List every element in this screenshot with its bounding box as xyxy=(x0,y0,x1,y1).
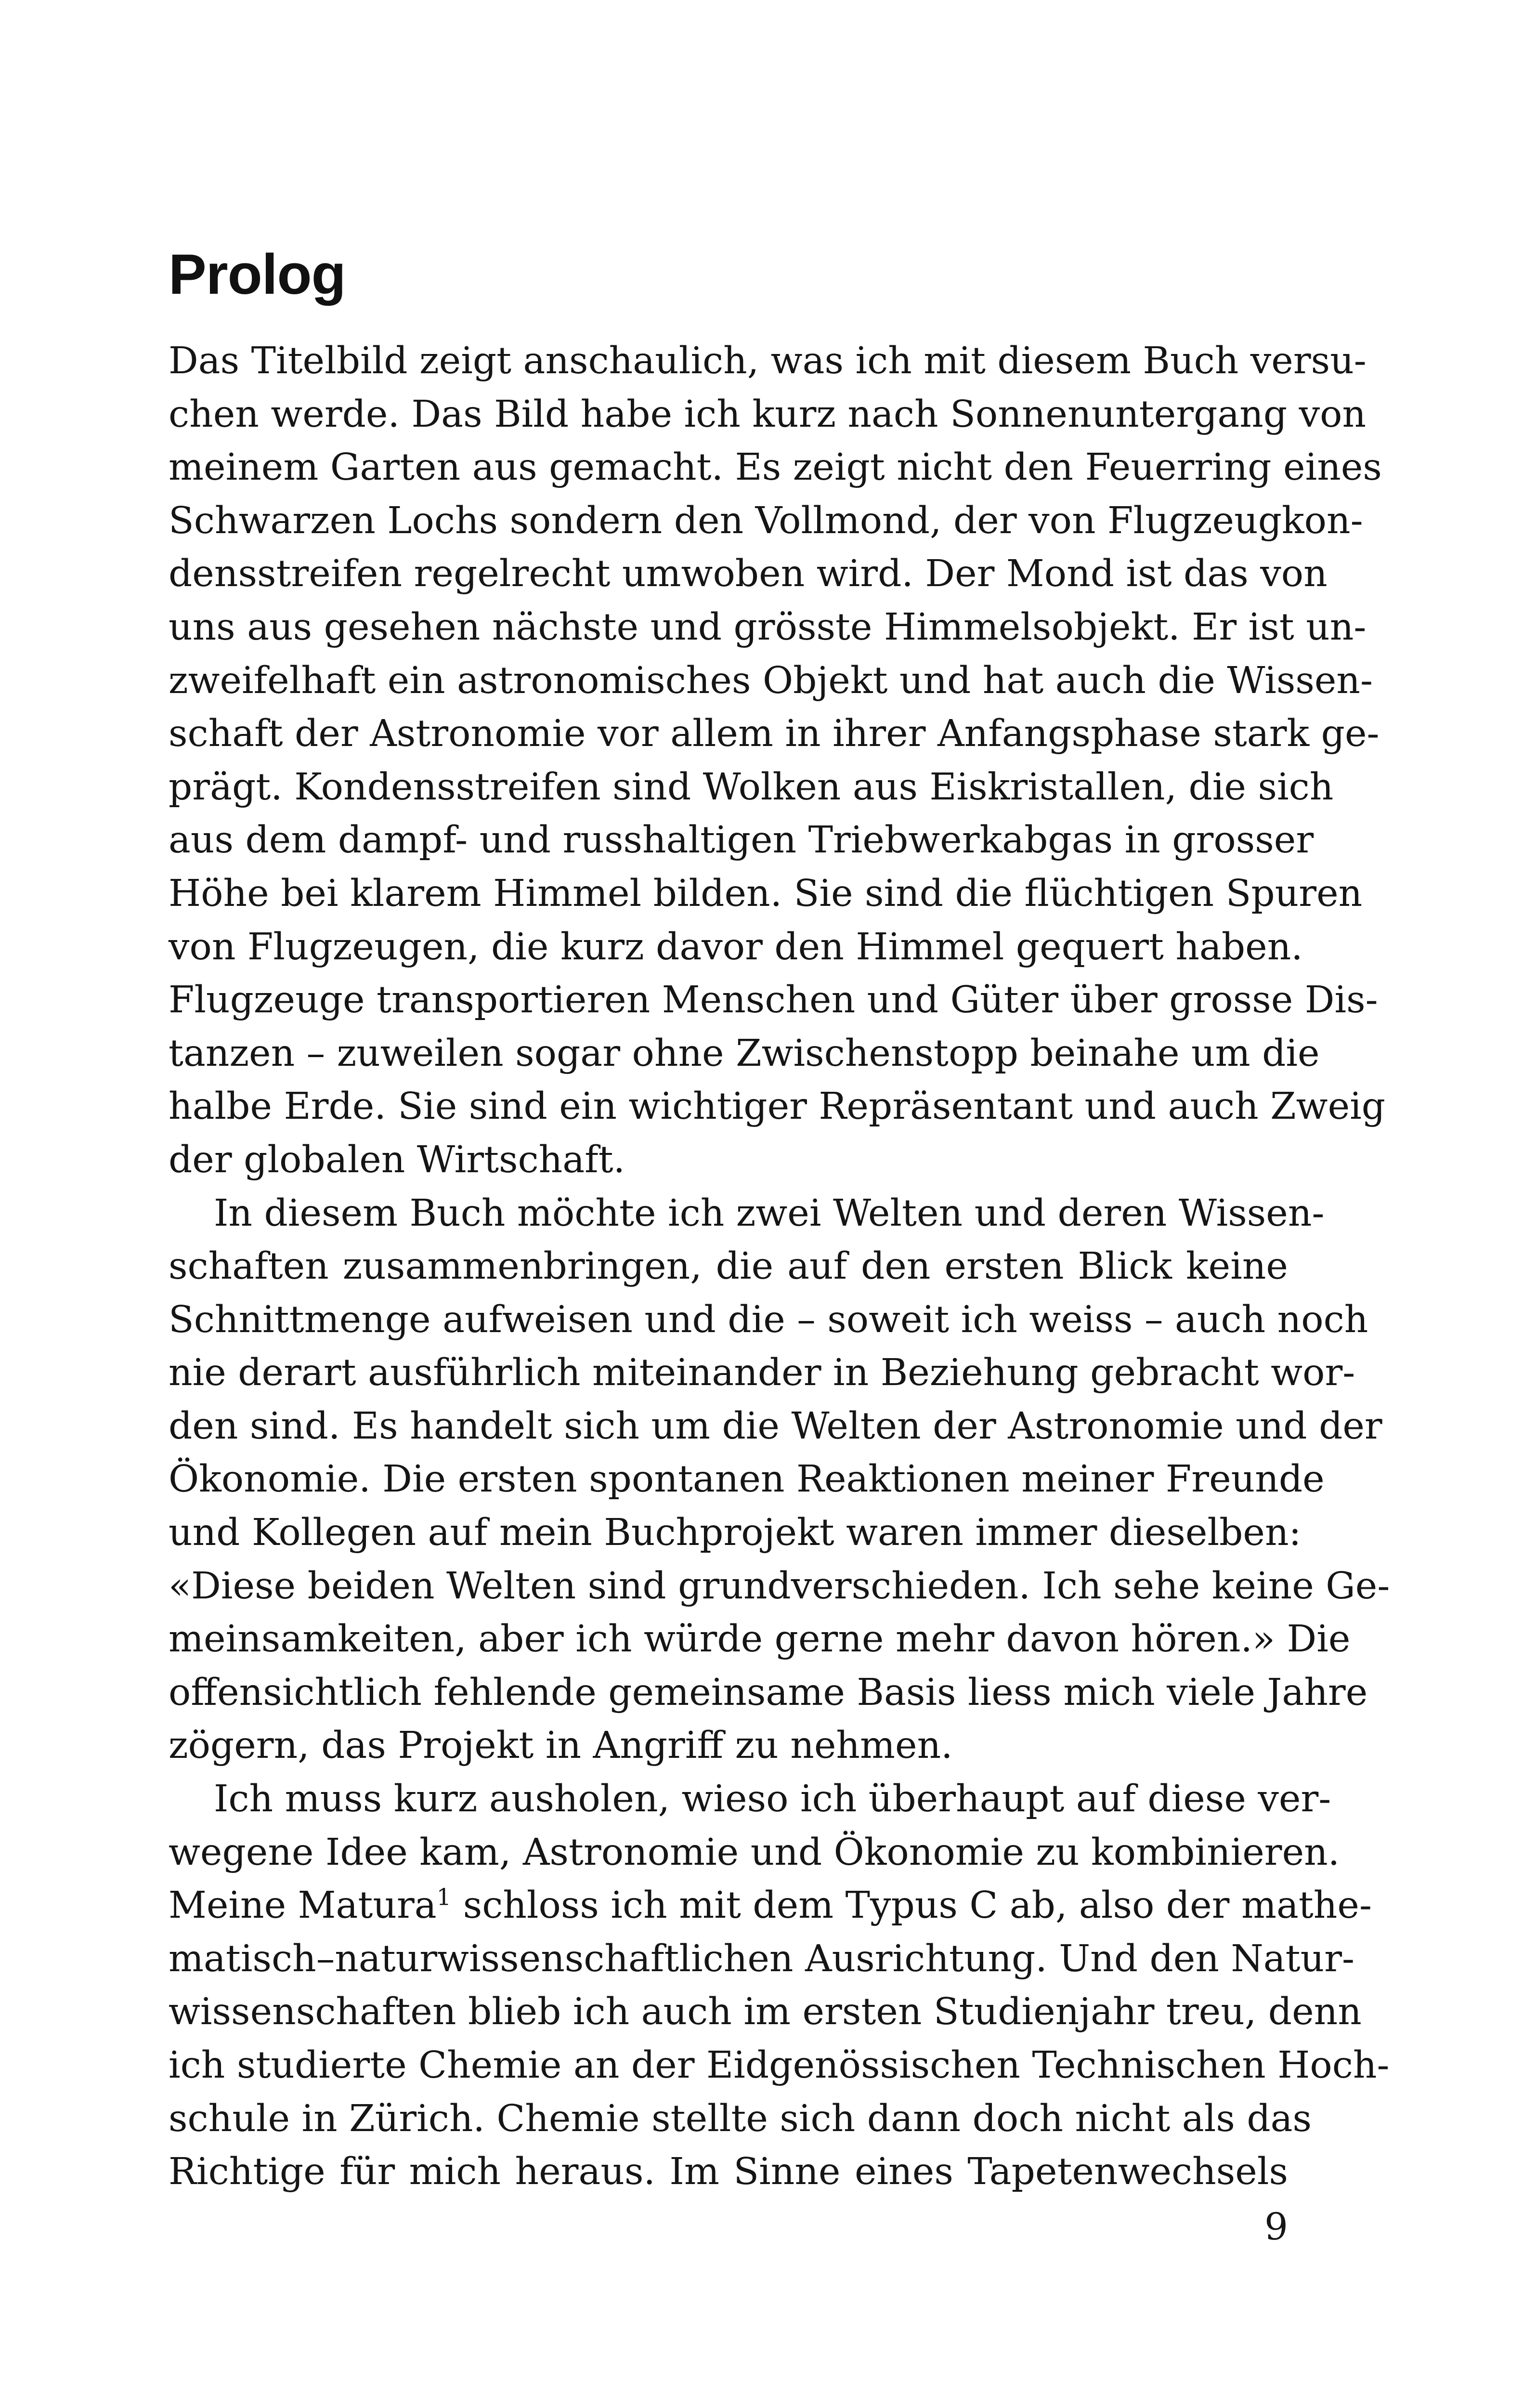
text-line: Ich muss kurz ausholen, wieso ich überhaupt auf diese ver- xyxy=(214,1778,1331,1821)
text-line: prägt. Kondensstreifen sind Wolken aus Eiskristallen, die sich xyxy=(169,765,1334,809)
text-line: meinem Garten aus gemacht. Es zeigt nicht den Feuerring eines xyxy=(169,446,1382,489)
text-line: wissenschaften blieb ich auch im ersten Studienjahr treu, denn xyxy=(169,1990,1362,2034)
text-line: matisch–naturwissenschaftlichen Ausrichtung. Und den Natur- xyxy=(169,1937,1355,1980)
chapter-heading: Prolog xyxy=(169,243,346,306)
text-line: der globalen Wirtschaft. xyxy=(169,1138,625,1181)
text-line: Flugzeuge transportieren Menschen und Güter über grosse Dis- xyxy=(169,979,1378,1022)
text-line: tanzen – zuweilen sogar ohne Zwischenstopp beinahe um die xyxy=(169,1032,1320,1075)
text-line: ich studierte Chemie an der Eidgenössischen Technischen Hoch- xyxy=(169,2044,1390,2087)
text-line: uns aus gesehen nächste und grösste Himmelsobjekt. Er ist un- xyxy=(169,605,1367,649)
text-fragment: schloss ich mit dem Typus C ab, also der mathe- xyxy=(451,1884,1372,1927)
text-line: von Flugzeugen, die kurz davor den Himmel gequert haben. xyxy=(169,925,1303,968)
text-line: In diesem Buch möchte ich zwei Welten und deren Wissen- xyxy=(214,1191,1325,1235)
text-line: meinsamkeiten, aber ich würde gerne mehr davon hören.» Die xyxy=(169,1618,1351,1661)
footnote-marker[interactable]: 1 xyxy=(436,1884,452,1911)
text-line: Schnittmenge aufweisen und die – soweit ich weiss – auch noch xyxy=(169,1298,1368,1341)
text-line: schaften zusammenbringen, die auf den ersten Blick keine xyxy=(169,1245,1288,1288)
text-line: zögern, das Projekt in Angriff zu nehmen. xyxy=(169,1724,953,1767)
page-number: 9 xyxy=(1264,2206,1288,2249)
paragraph-1 xyxy=(169,335,1386,1187)
text-line: Ökonomie. Die ersten spontanen Reaktionen meiner Freunde xyxy=(169,1458,1325,1501)
text-line: Schwarzen Lochs sondern den Vollmond, der von Flugzeugkon- xyxy=(169,499,1363,542)
text-fragment: Meine Matura xyxy=(169,1884,437,1927)
text-line: halbe Erde. Sie sind ein wichtiger Repräsentant und auch Zweig xyxy=(169,1085,1386,1128)
text-line: schaft der Astronomie vor allem in ihrer Anfangsphase stark ge- xyxy=(169,712,1380,756)
text-line: aus dem dampf- und russhaltigen Triebwerkabgas in grosser xyxy=(169,819,1314,862)
text-line: Höhe bei klarem Himmel bilden. Sie sind die flüchtigen Spuren xyxy=(169,872,1363,915)
text-line: offensichtlich fehlende gemeinsame Basis liess mich viele Jahre xyxy=(169,1671,1368,1714)
text-line: den sind. Es handelt sich um die Welten der Astronomie und der xyxy=(169,1404,1382,1448)
text-line: Richtige für mich heraus. Im Sinne eines Tapetenwechsels xyxy=(169,2150,1288,2194)
text-line: zweifelhaft ein astronomisches Objekt und hat auch die Wissen- xyxy=(169,659,1373,702)
body-text xyxy=(169,335,1390,2199)
text-line: «Diese beiden Welten sind grundverschieden. Ich sehe keine Ge- xyxy=(169,1564,1390,1608)
text-line: Das Titelbild zeigt anschaulich, was ich mit diesem Buch versu- xyxy=(169,340,1367,382)
text-line: chen werde. Das Bild habe ich kurz nach Sonnenuntergang von xyxy=(169,393,1367,436)
text-line: densstreifen regelrecht umwoben wird. Der Mond ist das von xyxy=(169,552,1328,596)
text-line-with-footnote xyxy=(169,1879,1372,1933)
paragraph-2 xyxy=(169,1187,1390,1773)
text-line: nie derart ausführlich miteinander in Beziehung gebracht wor- xyxy=(169,1351,1355,1395)
paragraph-3 xyxy=(169,1773,1390,2199)
text-line: wegene Idee kam, Astronomie und Ökonomie zu kombinieren. xyxy=(169,1831,1340,1874)
text-line: schule in Zürich. Chemie stellte sich dann doch nicht als das xyxy=(169,2097,1312,2140)
text-line: und Kollegen auf mein Buchprojekt waren immer dieselben: xyxy=(169,1511,1302,1555)
